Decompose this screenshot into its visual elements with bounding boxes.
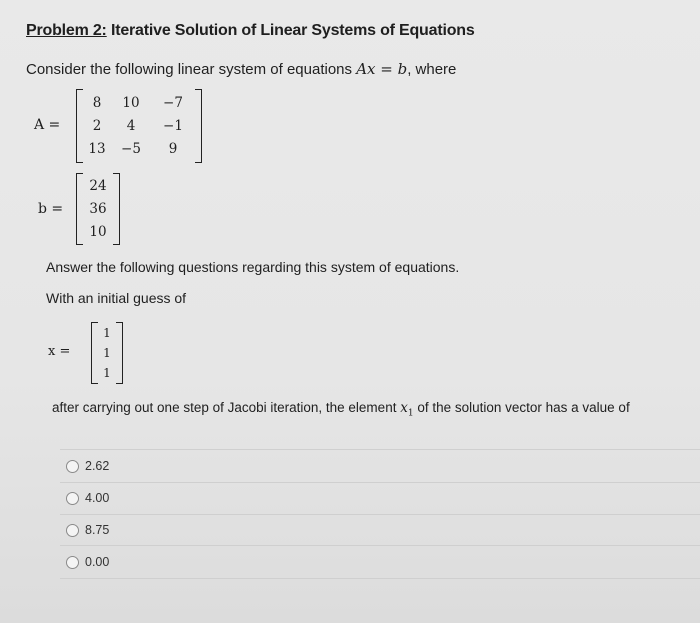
matrix-a-cell: 4	[126, 118, 136, 134]
matrix-a-label: A =	[34, 117, 61, 133]
intro-equals: =	[375, 60, 398, 78]
intro-math-ax: Ax	[356, 60, 376, 78]
initial-guess-text: With an initial guess of	[46, 290, 187, 306]
question-text-after: of the solution vector has a value of	[413, 400, 630, 415]
matrix-a-cell: 8	[92, 95, 102, 111]
matrix-a-cell: −1	[163, 118, 183, 134]
problem-title-prefix: Problem 2:	[26, 22, 107, 39]
question-intro: Answer the following questions regarding this system of equations.	[46, 259, 460, 275]
radio-button[interactable]	[66, 460, 79, 473]
vector-b-cell: 10	[89, 224, 107, 240]
radio-button[interactable]	[66, 492, 79, 505]
radio-button[interactable]	[66, 556, 79, 569]
problem-intro	[26, 60, 456, 78]
answer-option-label: 4.00	[85, 491, 110, 505]
vector-b	[76, 173, 120, 245]
intro-math-b: b	[397, 60, 408, 78]
question-text-before: after carrying out one step of Jacobi iteration, the element	[52, 400, 401, 415]
matrix-a-cell: 9	[168, 141, 178, 157]
vector-x-cell: 1	[103, 365, 111, 380]
intro-text: Consider the following linear system of equations	[26, 61, 357, 78]
matrix-a-cell: 13	[88, 141, 106, 157]
option-separator	[60, 578, 700, 579]
answer-option-label: 2.62	[85, 459, 110, 473]
vector-x-label: x =	[48, 344, 71, 359]
answer-option[interactable]	[66, 514, 696, 546]
question-text	[52, 400, 630, 419]
matrix-a-cell: 10	[122, 95, 140, 111]
matrix-a-cell: 2	[92, 118, 102, 134]
intro-end: , where	[407, 61, 457, 78]
question-math-sub: 1	[407, 408, 414, 419]
question-math-x: x	[400, 400, 408, 416]
problem-title	[26, 22, 475, 40]
answer-option-label: 8.75	[85, 523, 110, 537]
problem-title-text: Iterative Solution of Linear Systems of Equations	[106, 22, 475, 39]
answer-option[interactable]	[66, 482, 696, 514]
radio-button[interactable]	[66, 524, 79, 537]
vector-x-cell: 1	[103, 325, 111, 340]
answer-option[interactable]	[66, 450, 696, 482]
vector-x-cell: 1	[103, 345, 111, 360]
vector-b-label: b =	[38, 201, 64, 217]
answer-option[interactable]	[66, 546, 696, 578]
vector-b-cell: 36	[89, 201, 107, 217]
matrix-a-cell: −5	[121, 141, 141, 157]
matrix-a	[76, 89, 202, 163]
answer-option-label: 0.00	[85, 555, 110, 569]
vector-b-cell: 24	[89, 178, 107, 194]
vector-x	[91, 322, 123, 384]
matrix-a-cell: −7	[163, 95, 183, 111]
